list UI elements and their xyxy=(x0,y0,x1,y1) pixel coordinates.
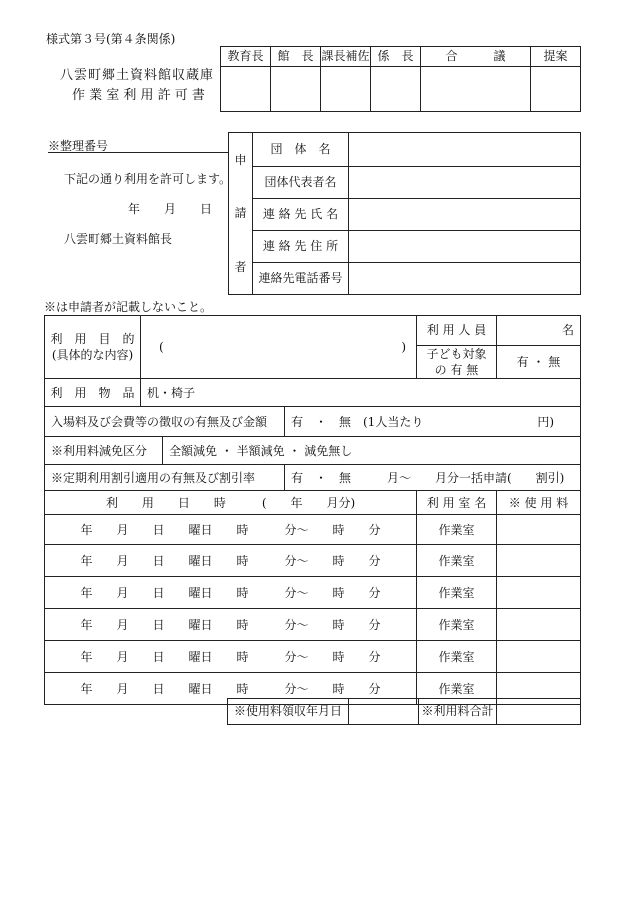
schedule-date-field[interactable]: 年 月 日 曜日 時 分～ 時 分 xyxy=(45,673,417,705)
approval-table xyxy=(220,46,581,112)
purpose-label-2: (具体的な内容) xyxy=(51,348,134,363)
applicant-row-label: 団体代表者名 xyxy=(253,167,349,199)
applicant-char: 申 xyxy=(234,152,247,167)
receipt-date-field[interactable] xyxy=(349,699,419,725)
schedule-room: 作業室 xyxy=(417,545,497,577)
schedule-date-field[interactable]: 年 月 日 曜日 時 分～ 時 分 xyxy=(45,609,417,641)
applicant-row-label: 連 絡 先 氏 名 xyxy=(253,199,349,231)
child-label-2: の 有 無 xyxy=(434,363,479,378)
applicant-row-label: 連 絡 先 住 所 xyxy=(253,231,349,263)
applicant-char: 者 xyxy=(234,259,247,274)
applicant-side-label xyxy=(229,133,253,295)
items-label: 利 用 物 品 xyxy=(45,379,141,407)
users-field[interactable] xyxy=(497,316,581,346)
charge-header: ※ 使 用 料 xyxy=(497,491,581,515)
fee-unit: 円) xyxy=(537,415,554,430)
approval-head-kancho: 館 長 xyxy=(271,47,321,67)
schedule-charge-field[interactable] xyxy=(497,515,581,545)
receipt-table xyxy=(227,698,581,725)
receipt-label: ※使用料領収年月日 xyxy=(228,699,349,725)
approval-stamp-cell[interactable] xyxy=(371,67,421,112)
schedule-date-field[interactable]: 年 月 日 曜日 時 分～ 時 分 xyxy=(45,545,417,577)
schedule-room: 作業室 xyxy=(417,515,497,545)
applicant-table xyxy=(228,132,581,295)
title-line-2: 作 業 室 利 用 許 可 書 xyxy=(72,88,205,103)
room-header: 利 用 室 名 xyxy=(417,491,497,515)
seiri-label: ※整理番号 xyxy=(48,139,109,153)
child-label xyxy=(417,346,497,379)
note-text: ※は申請者が記載しないこと。 xyxy=(44,300,213,314)
approval-head-gogi: 合 議 xyxy=(421,47,531,67)
users-unit: 名 xyxy=(561,323,574,338)
applicant-representative-field[interactable] xyxy=(349,167,581,199)
approval-head-teian: 提案 xyxy=(531,47,581,67)
title-line-1: 八雲町郷土資料館収蔵庫 xyxy=(60,68,215,83)
permit-date: 年 月 日 xyxy=(128,202,213,216)
approval-stamp-cell[interactable] xyxy=(271,67,321,112)
approval-stamp-cell[interactable] xyxy=(221,67,271,112)
child-label-1: 子ども対象 xyxy=(426,347,487,361)
items-value: 机・椅子 xyxy=(141,379,581,407)
purpose-close-paren: ) xyxy=(401,340,406,354)
periodic-choice[interactable]: 有 ・ 無 月～ 月分一括申請( 割引) xyxy=(285,465,581,491)
approval-stamp-cell[interactable] xyxy=(531,67,581,112)
periodic-label: ※定期利用割引適用の有無及び割引率 xyxy=(45,465,285,491)
schedule-charge-field[interactable] xyxy=(497,609,581,641)
schedule-date-field[interactable]: 年 月 日 曜日 時 分～ 時 分 xyxy=(45,641,417,673)
approval-stamp-cell[interactable] xyxy=(421,67,531,112)
applicant-row-label: 団 体 名 xyxy=(253,133,349,167)
purpose-open-paren: ( xyxy=(159,340,164,354)
users-label: 利 用 人 員 xyxy=(417,316,497,346)
seiri-line xyxy=(48,152,228,153)
approval-head-kakaricho: 係 長 xyxy=(371,47,421,67)
permit-text: 下記の通り利用を許可します。 xyxy=(64,172,232,186)
applicant-char: 請 xyxy=(234,206,247,221)
fee-field[interactable] xyxy=(285,407,581,437)
purpose-label-1: 利 用 目 的 xyxy=(50,332,135,346)
schedule-room: 作業室 xyxy=(417,577,497,609)
schedule-room: 作業室 xyxy=(417,641,497,673)
schedule-charge-field[interactable] xyxy=(497,641,581,673)
schedule-room: 作業室 xyxy=(417,609,497,641)
purpose-label xyxy=(45,316,141,379)
schedule-room: 作業室 xyxy=(417,673,497,705)
applicant-dantai-field[interactable] xyxy=(349,133,581,167)
schedule-charge-field[interactable] xyxy=(497,545,581,577)
schedule-date-field[interactable]: 年 月 日 曜日 時 分～ 時 分 xyxy=(45,515,417,545)
fee-label: 入場料及び会費等の徴収の有無及び金額 xyxy=(45,407,285,437)
fee-value: 有 ・ 無 (1人当たり xyxy=(291,415,424,430)
approval-head-kachohosa: 課長補佐 xyxy=(321,47,371,67)
applicant-contact-name-field[interactable] xyxy=(349,199,581,231)
form-number: 様式第３号(第４条関係) xyxy=(46,32,176,46)
main-table xyxy=(44,315,581,705)
child-choice[interactable]: 有 ・ 無 xyxy=(497,346,581,379)
schedule-date-field[interactable]: 年 月 日 曜日 時 分～ 時 分 xyxy=(45,577,417,609)
schedule-header: 利 用 日 時 ( 年 月分) xyxy=(45,491,417,515)
total-label: ※利用料合計 xyxy=(419,699,497,725)
applicant-row-label: 連絡先電話番号 xyxy=(253,263,349,295)
schedule-charge-field[interactable] xyxy=(497,577,581,609)
approval-stamp-cell[interactable] xyxy=(321,67,371,112)
applicant-contact-phone-field[interactable] xyxy=(349,263,581,295)
director-name: 八雲町郷土資料館長 xyxy=(64,232,173,246)
approval-head-kyoikucho: 教育長 xyxy=(221,47,271,67)
total-field[interactable] xyxy=(497,699,581,725)
applicant-contact-address-field[interactable] xyxy=(349,231,581,263)
reduce-choice[interactable]: 全額減免 ・ 半額減免 ・ 減免無し xyxy=(163,437,581,465)
purpose-field[interactable] xyxy=(141,316,417,379)
reduce-label: ※利用料減免区分 xyxy=(45,437,163,465)
